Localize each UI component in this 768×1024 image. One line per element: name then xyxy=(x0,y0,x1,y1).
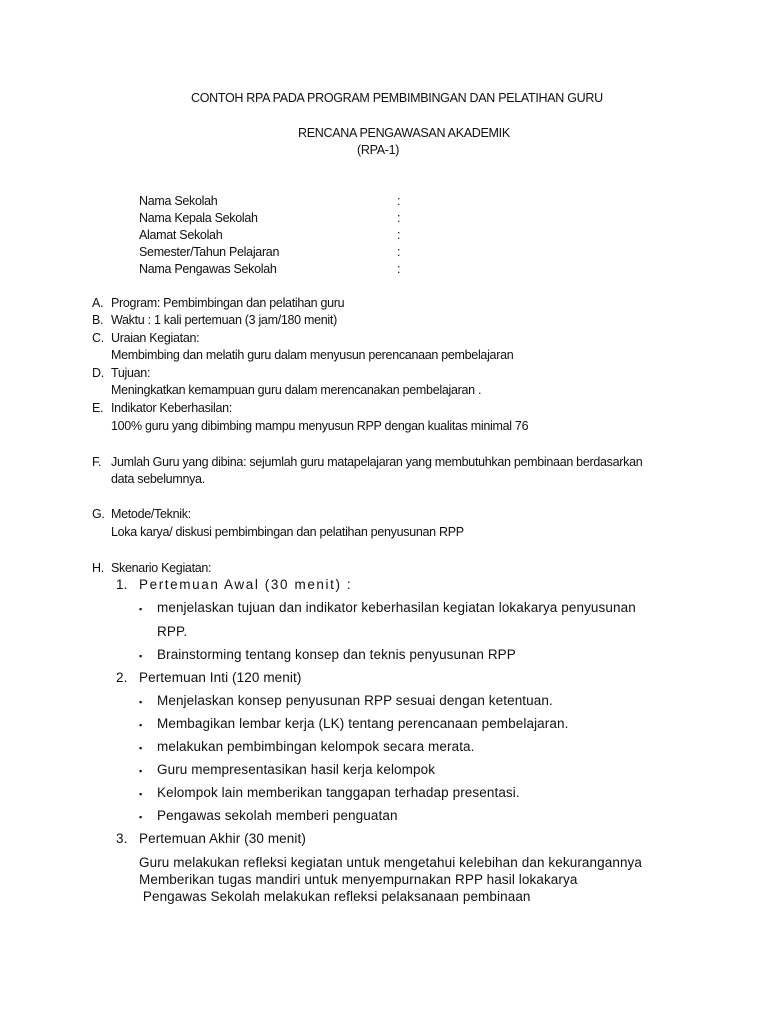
document-code: (RPA-1) xyxy=(357,143,400,157)
identity-sep: : xyxy=(397,194,401,208)
list-item: menjelaskan tujuan dan indikator keberhasilan kegiatan lokakarya penyusunan xyxy=(157,600,636,615)
section-activity-detail: Membimbing dan melatih guru dalam menyusun perencanaan pembelajaran xyxy=(111,348,514,362)
closing-line: Pengawas Sekolah melakukan refleksi pelaksanaan pembinaan xyxy=(139,889,531,904)
section-method-heading: Metode/Teknik: xyxy=(111,507,191,521)
scenario-title-core: Pertemuan Inti (120 menit) xyxy=(139,670,302,685)
list-item: Guru mempresentasikan hasil kerja kelompok xyxy=(157,762,436,777)
identity-sep: : xyxy=(397,228,401,242)
section-program: Program: Pembimbingan dan pelatihan guru xyxy=(111,296,345,310)
document-title: CONTOH RPA PADA PROGRAM PEMBIMBINGAN DAN PELATIHAN GURU xyxy=(191,91,603,105)
identity-label-supervisor: Nama Pengawas Sekolah xyxy=(139,262,277,276)
bullet-icon: ▪ xyxy=(139,720,143,730)
bullet-icon: ▪ xyxy=(139,789,143,799)
closing-line: Memberikan tugas mandiri untuk menyempurnakan RPP hasil lokakarya xyxy=(139,872,578,887)
bullet-icon: ▪ xyxy=(139,766,143,776)
section-letter: F. xyxy=(92,455,102,469)
identity-sep: : xyxy=(397,262,401,276)
section-time: Waktu : 1 kali pertemuan (3 jam/180 menit) xyxy=(111,313,337,327)
scenario-title-closing: Pertemuan Akhir (30 menit) xyxy=(139,831,306,846)
document-subtitle: RENCANA PENGAWASAN AKADEMIK xyxy=(298,126,510,140)
list-item: Membagikan lembar kerja (LK) tentang perencanaan pembelajaran. xyxy=(157,716,569,731)
list-item-continuation: RPP. xyxy=(157,624,188,639)
section-goal-detail: Meningkatkan kemampuan guru dalam merencanakan pembelajaran . xyxy=(111,383,482,397)
section-letter: E. xyxy=(92,401,104,415)
section-teacher-count: Jumlah Guru yang dibina: sejumlah guru matapelajaran yang membutuhkan pembinaan berdasarkan xyxy=(111,455,643,469)
list-item: Pengawas sekolah memberi penguatan xyxy=(157,808,398,823)
section-indicator-detail: 100% guru yang dibimbing mampu menyusun RPP dengan kualitas minimal 76 xyxy=(111,419,529,433)
section-letter: A. xyxy=(92,296,104,310)
section-letter: C. xyxy=(92,331,104,345)
section-letter: H. xyxy=(92,561,104,575)
section-indicator-heading: Indikator Keberhasilan: xyxy=(111,401,232,415)
bullet-icon: ▪ xyxy=(139,743,143,753)
list-item: Menjelaskan konsep penyusunan RPP sesuai dengan ketentuan. xyxy=(157,693,553,708)
scenario-number: 2. xyxy=(116,670,128,685)
list-item: melakukan pembimbingan kelompok secara merata. xyxy=(157,739,475,754)
scenario-title-opening: Pertemuan Awal (30 menit) : xyxy=(139,577,353,592)
identity-label-address: Alamat Sekolah xyxy=(139,228,223,242)
bullet-icon: ▪ xyxy=(139,812,143,822)
scenario-number: 1. xyxy=(116,577,128,592)
section-goal-heading: Tujuan: xyxy=(111,366,151,380)
scenario-number: 3. xyxy=(116,831,128,846)
section-letter: D. xyxy=(92,366,104,380)
section-letter: G. xyxy=(92,507,105,521)
bullet-icon: ▪ xyxy=(139,697,143,707)
section-scenario-heading: Skenario Kegiatan: xyxy=(111,561,212,575)
bullet-icon: ▪ xyxy=(139,604,143,614)
section-teacher-count-cont: data sebelumnya. xyxy=(111,472,205,486)
section-activity-heading: Uraian Kegiatan: xyxy=(111,331,200,345)
identity-label-semester: Semester/Tahun Pelajaran xyxy=(139,245,280,259)
section-letter: B. xyxy=(92,313,104,327)
identity-sep: : xyxy=(397,245,401,259)
section-method-detail: Loka karya/ diskusi pembimbingan dan pelatihan penyusunan RPP xyxy=(111,525,464,539)
list-item: Kelompok lain memberikan tanggapan terhadap presentasi. xyxy=(157,785,520,800)
closing-line: Guru melakukan refleksi kegiatan untuk mengetahui kelebihan dan kekurangannya xyxy=(139,855,643,870)
identity-label-headmaster: Nama Kepala Sekolah xyxy=(139,211,258,225)
identity-sep: : xyxy=(397,211,401,225)
list-item: Brainstorming tentang konsep dan teknis penyusunan RPP xyxy=(157,647,516,662)
identity-label-school: Nama Sekolah xyxy=(139,194,218,208)
bullet-icon: ▪ xyxy=(139,651,143,661)
